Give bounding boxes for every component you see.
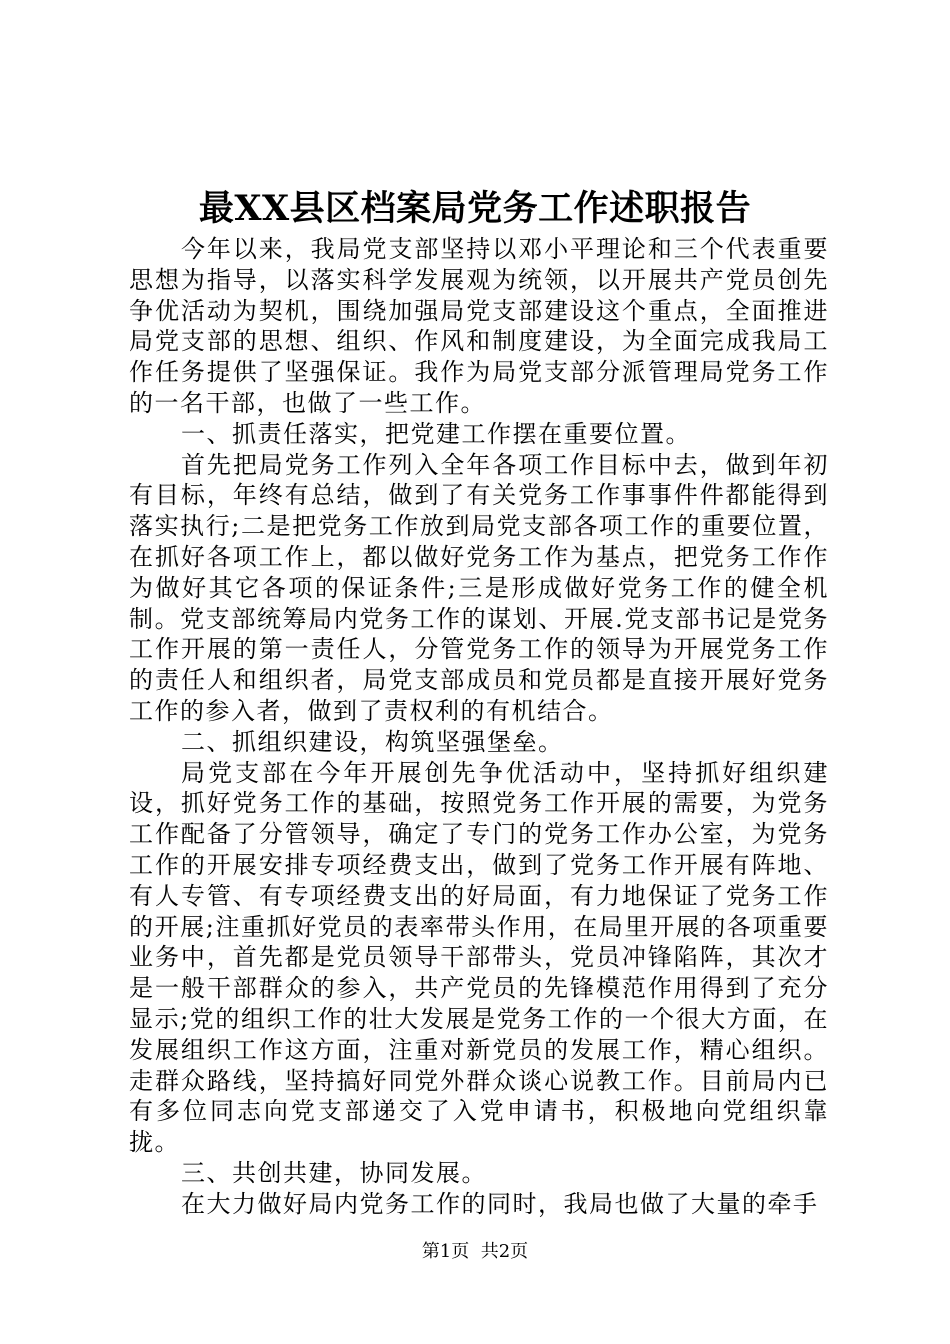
- section-heading-2: 二、抓组织建设，构筑坚强堡垒。: [181, 727, 564, 756]
- document-body: [129, 234, 829, 1220]
- section-heading-1: 一、抓责任落实，把党建工作摆在重要位置。: [181, 419, 691, 448]
- paragraph-section-3: 在大力做好局内党务工作的同时，我局也做了大量的牵手: [181, 1189, 819, 1218]
- page-footer: 第1页 共2页: [421, 1241, 529, 1262]
- paragraph-section-1: 首先把局党务工作列入全年各项工作目标中去，做到年初有目标，年终有总结，做到了有关党务工作事事件件都能得到落实执行;二是把党务工作放到局党支部各项工作的重要位置，在抓好各项工作上，都以做好党务工作为基点，把党务工作作为做好其它各项的保证条件;三是形成做好党务工作的健全机制。党支部统筹局内党务工作的谋划、开展.党支部书记是党务工作开展的第一责任人，分管党务工作的领导为开展党务工作的责任人和组织者，局党支部成员和党员都是直接开展好党务工作的参入者，做到了责权利的有机结合。: [129, 450, 829, 725]
- document-title: 最XX县区档案局党务工作述职报告: [198, 188, 752, 229]
- paragraph-section-2: 局党支部在今年开展创先争优活动中，坚持抓好组织建设，抓好党务工作的基础，按照党务工作开展的需要，为党务工作配备了分管领导，确定了专门的党务工作办公室，为党务工作的开展安排专项经费支出，做到了党务工作开展有阵地、有人专管、有专项经费支出的好局面，有力地保证了党务工作的开展;注重抓好党员的表率带头作用，在局里开展的各项重要业务中，首先都是党员领导干部带头，党员冲锋陷阵，其次才是一般干部群众的参入，共产党员的先锋模范作用得到了充分显示;党的组织工作的壮大发展是党务工作的一个很大方面，在发展组织工作这方面，注重对新党员的发展工作，精心组织。走群众路线，坚持搞好同党外群众谈心说教工作。目前局内已有多位同志向党支部递交了入党申请书，积极地向党组织靠拢。: [129, 758, 829, 1157]
- section-heading-3: 三、共创共建，协同发展。: [181, 1158, 487, 1187]
- paragraph-intro: 今年以来，我局党支部坚持以邓小平理论和三个代表重要思想为指导，以落实科学发展观为统领，以开展共产党员创先争优活动为契机，围绕加强局党支部建设这个重点，全面推进局党支部的思想、组织、作风和制度建设，为全面完成我局工作任务提供了坚强保证。我作为局党支部分派管理局党务工作的一名干部，也做了一些工作。: [129, 235, 829, 417]
